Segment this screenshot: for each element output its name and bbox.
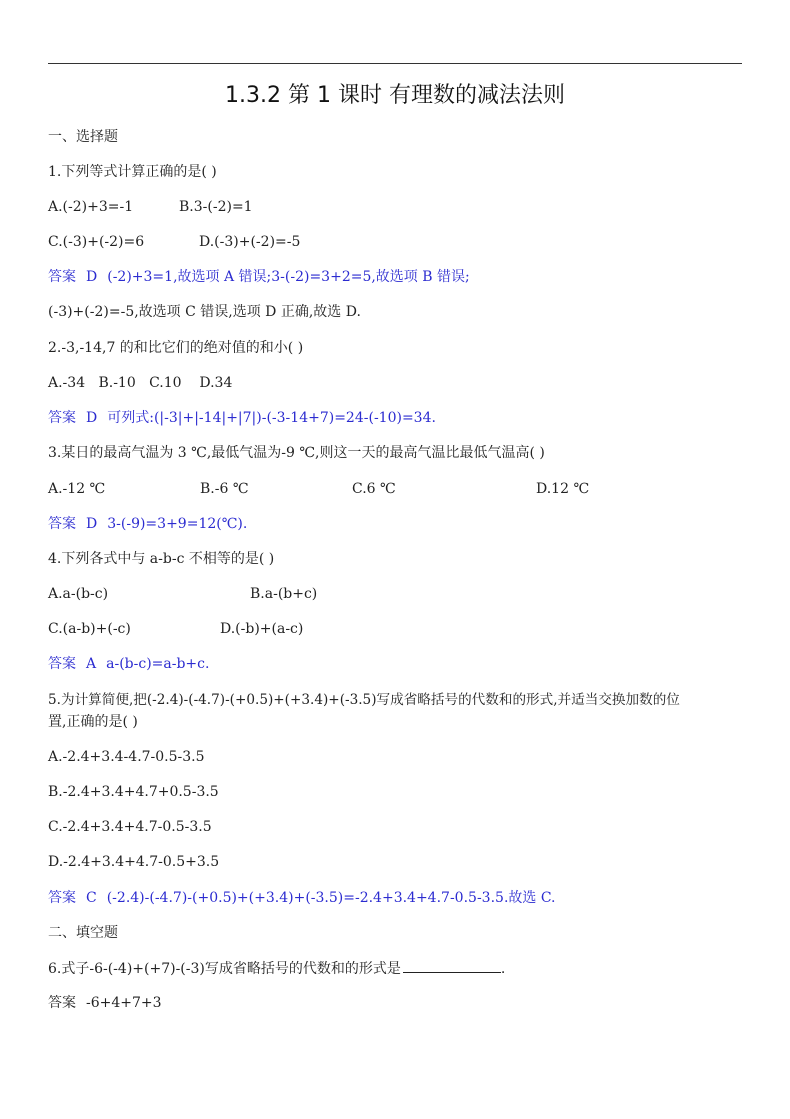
answer-choice: D	[86, 516, 98, 532]
question-1-answer	[48, 267, 470, 287]
option-d: D.(-b)+(a-c)	[220, 621, 304, 637]
option-d: D.(-3)+(-2)=-5	[199, 234, 301, 250]
header-rule	[48, 63, 742, 64]
question-2-options: A.-34 B.-10 C.10 D.34	[48, 375, 233, 391]
option-d: D.12 ℃	[536, 481, 590, 497]
question-1-stem: 1.下列等式计算正确的是( )	[48, 164, 217, 180]
option-b: B.-6 ℃	[200, 481, 249, 497]
option-b: B.a-(b+c)	[250, 586, 318, 602]
question-1-options-ab	[48, 197, 253, 217]
answer-explanation: 3-(-9)=3+9=12(℃).	[107, 516, 248, 532]
answer-explanation: a-(b-c)=a-b+c.	[106, 656, 210, 672]
option-b: B.3-(-2)=1	[179, 199, 253, 215]
answer-choice: D	[86, 269, 98, 285]
answer-explanation: -6+4+7+3	[86, 995, 162, 1011]
question-6-period: .	[500, 961, 506, 977]
question-6-answer	[48, 993, 162, 1013]
question-1-answer-continued: (-3)+(-2)=-5,故选项 C 错误,选项 D 正确,故选 D.	[48, 304, 361, 320]
question-2-answer	[48, 408, 436, 428]
question-5-answer	[48, 888, 556, 908]
question-3-options	[48, 479, 589, 499]
option-a: A.-12 ℃	[48, 481, 106, 497]
answer-label: 答案	[48, 995, 76, 1011]
question-4-answer	[48, 654, 209, 674]
question-5-stem: 5.为计算简便,把(-2.4)-(-4.7)-(+0.5)+(+3.4)+(-3.5)写成省略括号的代数和的形式,并适当交换加数的位	[48, 692, 680, 708]
answer-choice: A	[86, 656, 97, 672]
question-5-option-a: A.-2.4+3.4-4.7-0.5-3.5	[48, 749, 205, 765]
option-a: A.(-2)+3=-1	[48, 199, 134, 215]
question-4-options-ab	[48, 584, 317, 604]
answer-label: 答案	[48, 516, 76, 532]
question-4-options-cd	[48, 619, 303, 639]
option-c: C.(-3)+(-2)=6	[48, 234, 145, 250]
answer-choice: C	[86, 890, 97, 906]
answer-label: 答案	[48, 656, 76, 672]
answer-explanation: (-2)+3=1,故选项 A 错误;3-(-2)=3+2=5,故选项 B 错误;	[107, 269, 470, 285]
question-3-answer	[48, 514, 247, 534]
option-a: A.a-(b-c)	[48, 586, 109, 602]
question-5-option-b: B.-2.4+3.4+4.7+0.5-3.5	[48, 784, 219, 800]
question-2-stem: 2.-3,-14,7 的和比它们的绝对值的和小( )	[48, 340, 304, 356]
answer-label: 答案	[48, 269, 76, 285]
section-heading-fill-in: 二、填空题	[48, 925, 118, 941]
question-6-stem	[48, 958, 505, 979]
answer-blank	[403, 958, 501, 973]
question-5-stem-continued: 置,正确的是( )	[48, 714, 138, 730]
option-c: C.(a-b)+(-c)	[48, 621, 131, 637]
section-heading-choice: 一、选择题	[48, 129, 118, 145]
answer-choice: D	[86, 410, 98, 426]
question-4-stem: 4.下列各式中与 a-b-c 不相等的是( )	[48, 551, 275, 567]
question-3-stem: 3.某日的最高气温为 3 ℃,最低气温为-9 ℃,则这一天的最高气温比最低气温高( )	[48, 445, 545, 461]
answer-explanation: 可列式:(|-3|+|-14|+|7|)-(-3-14+7)=24-(-10)=34.	[107, 410, 436, 426]
page-title: 1.3.2 第 1 课时 有理数的减法法则	[225, 83, 565, 108]
question-1-options-cd	[48, 232, 300, 252]
question-6-text: 6.式子-6-(-4)+(+7)-(-3)写成省略括号的代数和的形式是	[48, 961, 401, 977]
answer-label: 答案	[48, 410, 76, 426]
answer-label: 答案	[48, 890, 76, 906]
question-5-option-c: C.-2.4+3.4+4.7-0.5-3.5	[48, 819, 212, 835]
question-5-option-d: D.-2.4+3.4+4.7-0.5+3.5	[48, 854, 220, 870]
option-c: C.6 ℃	[352, 481, 396, 497]
answer-explanation: (-2.4)-(-4.7)-(+0.5)+(+3.4)+(-3.5)=-2.4+3.4+4.7-0.5-3.5.故选 C.	[106, 890, 556, 906]
